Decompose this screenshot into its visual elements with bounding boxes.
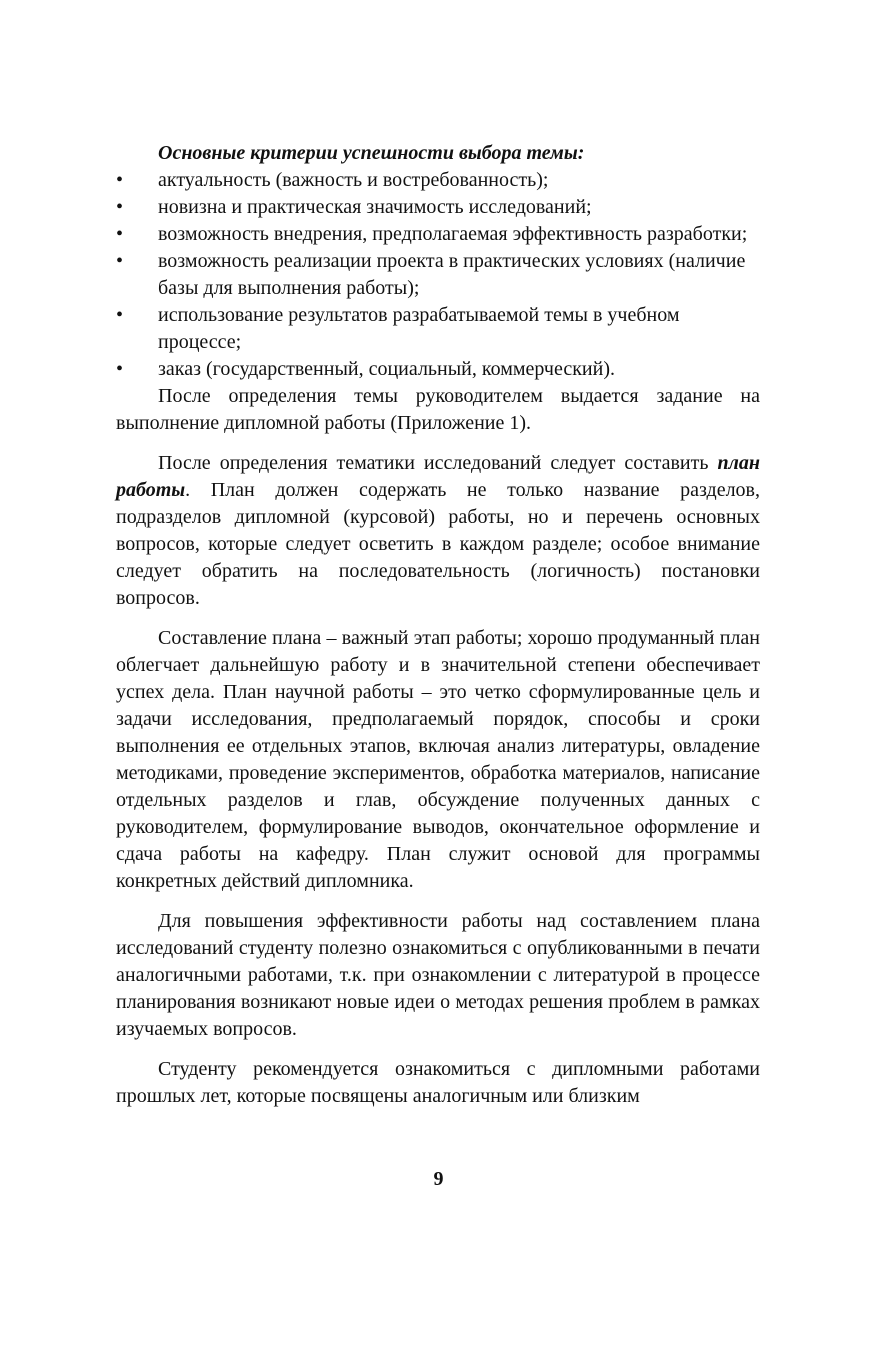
list-item-text: заказ (государственный, социальный, коммерческий). bbox=[158, 358, 615, 380]
bullet-icon: • bbox=[116, 196, 124, 218]
paragraph-literature: Для повышения эффективности работы над составлением плана исследований студенту полезно ознакомиться с опубликованными в печати аналогичными работами, т.к. при ознакомлении с литературой в процессе планирования возникают новые идеи о методах решения проблем в рамках изучаемых вопросов. bbox=[116, 910, 760, 1040]
paragraph-plan-importance: Составление плана – важный этап работы; хорошо продуманный план облегчает дальнейшую работу и в значительной степени обеспечивает успех дела. План научной работы – это четко сформулированные цель и задачи исследования, предполагаемый порядок, способы и сроки выполнения ее отдельных этапов, включая анализ литературы, овладение методиками, проведение экспериментов, обработка материалов, написание отдельных разделов и глав, обсуждение полученных данных с руководителем, формулирование выводов, окончательное оформление и сдача работы на кафедру. План служит основой для программы конкретных действий дипломника. bbox=[116, 627, 760, 892]
paragraph-text: . План должен содержать не только название разделов, подразделов дипломной (курсовой) работы, но и перечень основных вопросов, которые следует осветить в каждом разделе; особое внимание следует обратить на последовательность (логичность) постановки вопросов. bbox=[116, 479, 760, 609]
bullet-icon: • bbox=[116, 358, 124, 380]
emphasis-term: план работы bbox=[116, 452, 760, 501]
bullet-icon: • bbox=[116, 250, 124, 272]
paragraph-text: После определения тематики исследований следует составить bbox=[158, 452, 718, 474]
list-item-text: новизна и практическая значимость исследований; bbox=[158, 196, 592, 218]
list-item-text: возможность внедрения, предполагаемая эффективность разработки; bbox=[158, 223, 748, 245]
list-item-text: использование результатов разрабатываемой темы в учебном процессе; bbox=[158, 304, 680, 353]
bullet-icon: • bbox=[116, 169, 124, 191]
list-item bbox=[116, 248, 760, 302]
list-item bbox=[116, 221, 760, 248]
paragraph-past-theses: Студенту рекомендуется ознакомиться с дипломными работами прошлых лет, которые посвящены аналогичным или близким bbox=[116, 1058, 760, 1107]
section-heading: Основные критерии успешности выбора темы: bbox=[158, 142, 585, 164]
list-item-text: актуальность (важность и востребованность); bbox=[158, 169, 549, 191]
list-item bbox=[116, 167, 760, 194]
bullet-icon: • bbox=[116, 304, 124, 326]
list-item bbox=[116, 356, 760, 383]
page-body bbox=[116, 140, 760, 1110]
paragraph-topic-assignment: После определения темы руководителем выдается задание на выполнение дипломной работы (Приложение 1). bbox=[116, 385, 760, 434]
list-item-text: возможность реализации проекта в практических условиях (наличие базы для выполнения работы); bbox=[158, 250, 746, 299]
paragraph-work-plan bbox=[116, 450, 760, 612]
bullet-icon: • bbox=[116, 223, 124, 245]
list-item bbox=[116, 194, 760, 221]
list-item bbox=[116, 302, 760, 356]
page-number: 9 bbox=[433, 1168, 444, 1190]
criteria-list bbox=[116, 167, 760, 383]
